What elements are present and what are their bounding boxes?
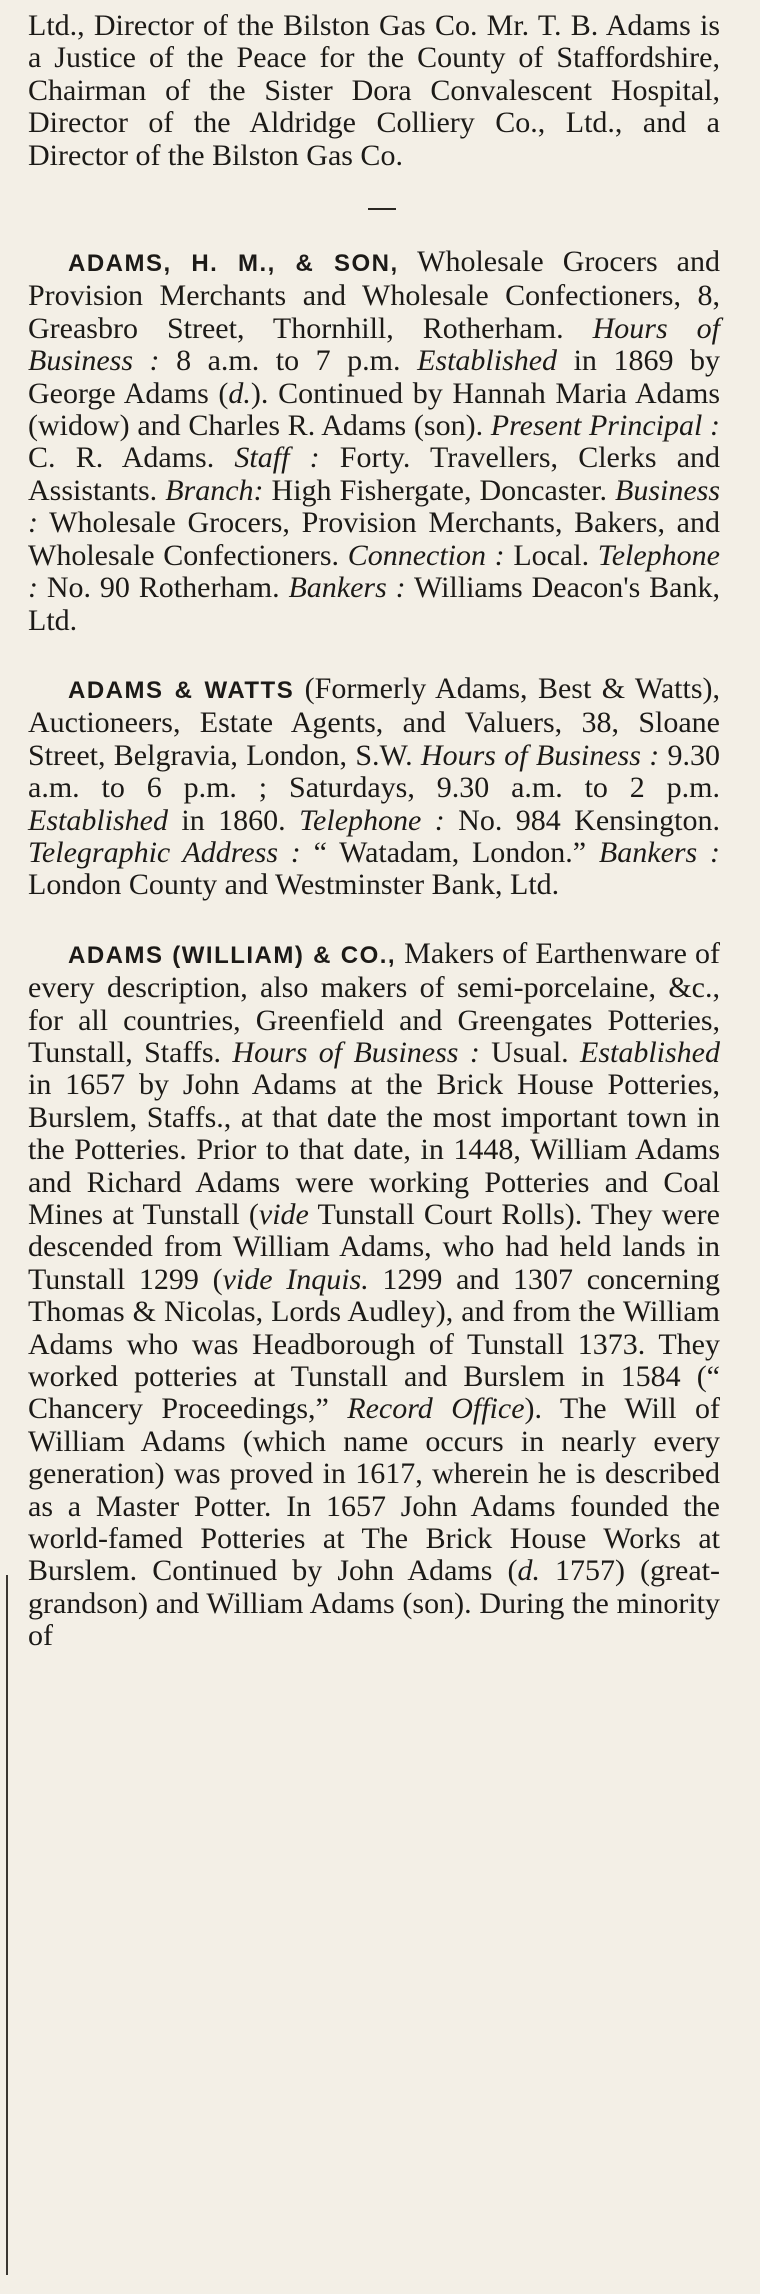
text-run: 8 a.m. to 7 p.m. [159, 344, 418, 378]
italic-run: vide Inquis. [222, 1262, 369, 1296]
italic-run: d. [228, 376, 251, 410]
text-run: in 1657 by John Adams at the Brick House Potteries, Burslem, Staffs., at that date the most important town in the Potteries. Prior to that date, in 1448, William Adams and Richard Adams were working Potteries and Coal Mines at Tunstall ( [28, 1068, 720, 1231]
italic-run: Branch: [165, 473, 264, 507]
italic-run: Established [28, 803, 168, 837]
text-run: in 1860. [168, 803, 300, 837]
entry-text [28, 938, 720, 1653]
text-run: “ Watadam, London.” [300, 835, 599, 869]
entry-heading: ADAMS (WILLIAM) & CO., [68, 941, 397, 969]
entry-text [28, 673, 720, 902]
entry-adams-hm-son [28, 246, 720, 637]
italic-run: vide [258, 1198, 309, 1231]
italic-run: Present Principal : [490, 409, 720, 443]
entry-adams-tb-continued [28, 10, 720, 172]
entry-adams-william-co [28, 938, 720, 1653]
entry-text [28, 246, 720, 637]
entry-adams-watts [28, 673, 720, 902]
italic-run: Telephone : [299, 803, 445, 837]
italic-run: d. [517, 1554, 540, 1588]
text-run: Forty. Travellers, Clerks and Assistants. [28, 441, 721, 507]
entry-text [28, 10, 720, 172]
entry-heading: ADAMS & WATTS [68, 676, 295, 704]
text-run: Makers of Earthenware of every description, also makers of semi-porcelaine, &c., for all countries, Greenfield and Greengates Potteries, Tunstall, Staffs. [28, 936, 720, 1069]
text-run: London County and Westminster Bank, Ltd. [28, 868, 560, 902]
italic-run: Hours of Business : [232, 1035, 480, 1069]
italic-run: Business : [28, 473, 720, 540]
italic-run: Staff : [234, 441, 320, 475]
section-divider [368, 208, 396, 210]
text-run: 1299 and 1307 concerning Thomas & Nicolas, Lords Audley), and from the William Adams who was Headborough of Tunstall 1373. They worked potteries at Tunstall and Burslem in 1584 (“ Chancery Proceedings,” [28, 1262, 720, 1426]
text-run: No. 984 Kensington. [444, 803, 720, 837]
entry-body-text: Ltd., Director of the Bilston Gas Co. Mr. T. B. Adams is a Justice of the Peace for the County of Staffordshire, Chairman of the Sister Dora Convalescent Hospital, Director of the Aldridge Colliery Co., Ltd., and a Director of the Bilston Gas Co. [28, 9, 720, 172]
text-run: Local. [504, 538, 598, 572]
text-run: 1757) (great-grandson) and William Adams (son). During the minority of [28, 1554, 720, 1653]
italic-run: Record Office [347, 1392, 525, 1426]
spacer [28, 902, 720, 938]
text-run: 9.30 a.m. to 6 p.m. ; Saturdays, 9.30 a.m. to 2 p.m. [28, 738, 720, 805]
margin-rule [6, 1575, 8, 2275]
text-run: No. 90 Rotherham. [38, 571, 289, 605]
italic-run: Telephone : [28, 538, 720, 605]
italic-run: Hours of Business : [28, 311, 720, 378]
text-run: (Formerly Adams, Best & Watts), Auctioneers, Estate Agents, and Valuers, 38, Sloane Street, Belgravia, London, S.W. [28, 671, 720, 772]
entry-heading: ADAMS, H. M., & SON, [68, 250, 399, 278]
text-run: Williams Deacon's Bank, Ltd. [28, 571, 720, 637]
text-run: in 1869 by George Adams ( [28, 344, 720, 410]
text-run: Usual. [479, 1035, 580, 1069]
text-run: Tunstall Court Rolls). They were descended from William Adams, who had held lands in Tunstall 1299 ( [28, 1198, 720, 1296]
text-run: Wholesale Grocers, Provision Merchants, Bakers, and Wholesale Confectioners. [28, 506, 720, 572]
italic-run: Bankers : [288, 571, 406, 605]
spacer [28, 637, 720, 673]
italic-run: Established [417, 344, 558, 378]
text-run: C. R. Adams. [28, 441, 235, 475]
italic-run: Hours of Business : [420, 738, 660, 772]
text-run: ). Continued by Hannah Maria Adams (widow) and Charles R. Adams (son). [28, 376, 720, 443]
text-run: Wholesale Grocers and Provision Merchants and Wholesale Confectioners, 8, Greasbro Street, Thornhill, Rotherham. [28, 245, 720, 345]
text-run: ). The Will of William Adams (which name occurs in nearly every generation) was proved in 1617, wherein he is described as a Master Potter. In 1657 John Adams founded the world-famed Potteries at The Brick House Works at Burslem. Continued by John Adams ( [28, 1392, 720, 1588]
italic-run: Telegraphic Address : [28, 835, 301, 869]
italic-run: Connection : [347, 538, 505, 572]
text-run: High Fishergate, Doncaster. [263, 473, 615, 507]
italic-run: Established [580, 1035, 720, 1069]
italic-run: Bankers : [598, 835, 721, 869]
